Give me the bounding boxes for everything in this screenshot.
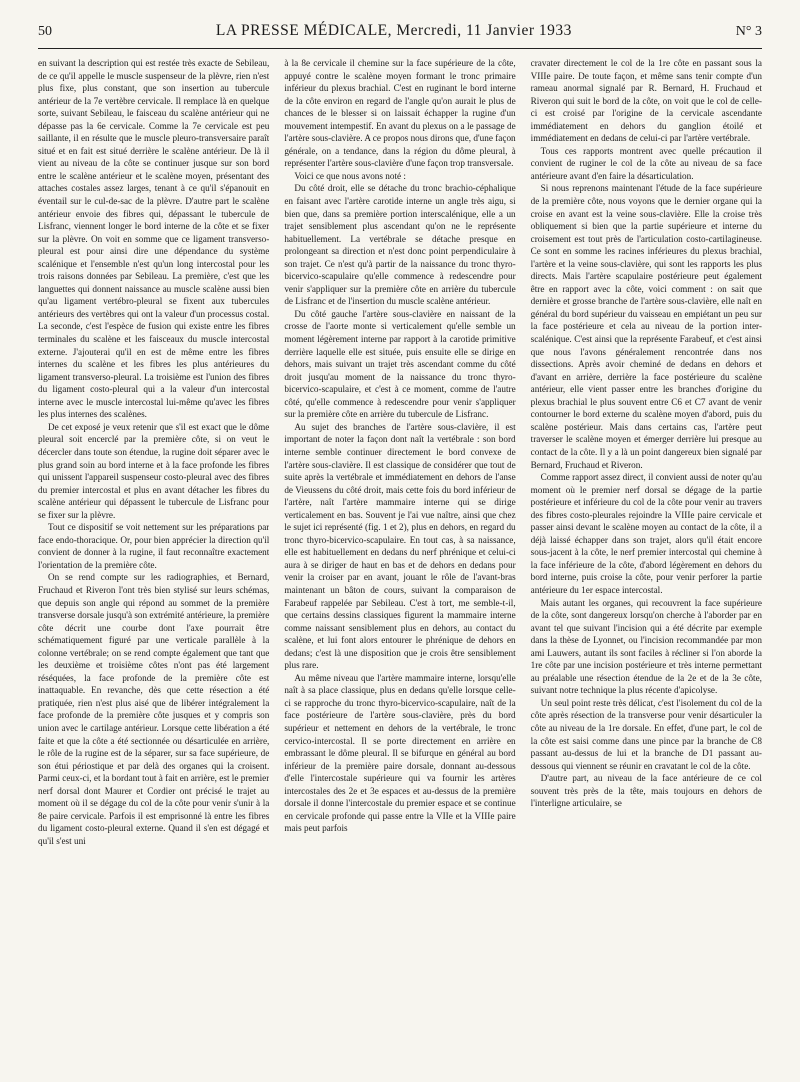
- paragraph: en suivant la description qui est restée très exacte de Sebileau, de ce qu'il appelle le muscle suspenseur de la plèvre, rien n'est plus fixe, plus constant, que son insertion au tubercule antérieur de la 7e vertèbre cervicale. Il remplace là en quelque sorte, suivant Sebileau, le faisceau du scalène antérieur qui ne dépasse pas la 6e cervicale. Comme la 7e cervicale est peu saillante, il en résulte que le muscle pleuro-transversaire paraît situé et en fait est situé derrière le scalène antérieur. De là il vient au niveau de la côte se continuer jusque sur son bord entre le scalène antérieur et le scalène moyen, présentant des attaches costales assez larges, tenant à ce qu'il s'épanouit en éventail sur le cul-de-sac de la plèvre. D'autre part le scalène antérieur envoie des fibres qui, dépassant le tubercule de Lisfranc, viennent longer le bord interne de la côte et se fixer sur la plèvre. On voit en somme que ce ligament transverso-pleural est pour ainsi dire une dépendance du système scalénique et l'ensemble n'est qu'un long intercostal pour les trois raisons données par Sebileau. La première, c'est que les languettes qui donnent naissance au muscle scalène aussi bien qu'au ligament vertébro-pleural se fixent aux tubercules antérieurs des vertèbres qui ont la valeur d'un processus costal. La seconde, c'est l'espèce de fusion qui existe entre les fibres terminales du scalène et les faisceaux du muscle intercostal externe. J'ajouterai qu'il en est de même entre les fibres internes du scalène et les fibres les plus antérieures du ligament transverso-pleural. La troisième est l'union des fibres du ligament costo-pleural qui a la valeur d'un intercostal interne avec le muscle intercostal lui-même qu'avec les fibres les plus internes des scalènes.: [38, 58, 270, 420]
- paragraph: à la 8e cervicale il chemine sur la face supérieure de la côte, appuyé contre le scalène moyen formant le tronc primaire inférieur du plexus brachial. C'est en ruginant le bord interne de la côte environ en regard de l'angle qu'on aurait le plus de chances de le blesser si on laissait échapper la rugine d'un mouvement intempestif. En avant du plexus on a le passage de l'artère sous-clavière. A ce propos nous dirons que, d'une façon générale, on a tendance, dans la région du dôme pleural, à représenter l'artère sous-clavière d'une façon trop transversale.: [284, 58, 516, 169]
- page-header: [38, 22, 762, 49]
- paragraph: Au sujet des branches de l'artère sous-clavière, il est important de noter la façon dont naît la vertébrale : son bord interne semble continuer directement le bord convexe de l'artère sous-clavière. Il est classique de considérer que tout de suite après la vertébrale et immédiatement en dehors de l'anse de Vieussens du côté droit, mais cette fois du bord inférieur de l'artère, naît l'artère mammaire interne qui se dirige verticalement en bas. Souvent je l'ai vue naître, ainsi que chez le sujet ici représenté (fig. 1 et 2), plus en dehors, en regard du tronc thyro-bicervico-scapulaire. En tout cas, à sa naissance, elle est habituellement en dedans du nerf phrénique et celui-ci aura à se diriger de haut en bas et de dehors en dedans pour venir la croiser par en avant, jouant le rôle de l'avant-bras maintenant un bâton de cours, suivant la comparaison de Farabeuf rappelée par Sebileau. C'est à tort, me semble-t-il, que certains dessins classiques figurent la mammaire interne comme naissant sensiblement plus en dehors, au contact du scalène, et lui font alors entourer le phrénique de dehors en dedans; c'est là une disposition que je crois être sensiblement plus rare.: [284, 421, 516, 671]
- paragraph: De cet exposé je veux retenir que s'il est exact que le dôme pleural soit encerclé par la première côte, si on veut le décercler dans toute son étendue, la rugine doit séparer avec le plus grand soin au bord interne et à la face profonde les fibres qui unissent l'appareil suspenseur costo-pleural avec des fibres du premier intercostal et plus en avant détacher les fibres du scalène antérieur qui dépassent le tubercule de Lisfranc pour se fixer sur la plèvre.: [38, 421, 270, 520]
- paragraph: Comme rapport assez direct, il convient aussi de noter qu'au moment où le premier nerf dorsal se dégage de la partie postérieure et inférieure du col de la côte pour venir au travers des fibres costo-pleurales rejoindre la VIIIe paire cervicale et passer ainsi devant le scalène moyen au contact de la côte, il a déjà laissé échapper dans son trajet, alors qu'il était encore sous-jacent à la côte, le nerf premier intercostal qui chemine à la face inférieure de la côte, d'abord légèrement en dehors du bord interne, puis croise la côte, pour venir perforer la partie antérieure du 1er espace intercostal.: [530, 472, 762, 595]
- paragraph: Du côté gauche l'artère sous-clavière en naissant de la crosse de l'aorte monte si verticalement qu'elle semble un moment légèrement interne par rapport à la carotide primitive derrière laquelle elle est située, puis ensuite elle se dirige en dehors, mais suivant un trajet très ascendant comme du côté droit jusqu'au moment de la naissance du tronc thyro-bicervico-scapulaire, et c'est à ce moment, comme de l'autre côté, qu'elle commence à redescendre pour venir s'appliquer sur la première côte en arrière du tubercule de Lisfranc.: [284, 308, 516, 420]
- running-title: [216, 22, 572, 40]
- journal-title: LA PRESSE MÉDICALE,: [215, 22, 393, 39]
- text-column-2: [284, 57, 515, 1067]
- paragraph: D'autre part, au niveau de la face antérieure de ce col souvent très près de la tête, mais toujours en dehors de l'interligne articulaire, se: [530, 773, 762, 809]
- paragraph: cravater directement le col de la 1re côte en passant sous la VIIIe paire. De toute façon, et même sans tenir compte d'un rameau anormal signalé par R. Bernard, H. Fruchaud et Riveron qui suit le bord de la côte, on voit que le col de celle-ci est croisé par l'origine de la cervicale ascendante immédiatement en dehors du ganglion étoilé et immédiatement en dedans de celui-ci par l'artère vertébrale.: [530, 58, 762, 144]
- text-column-3: [531, 57, 762, 1067]
- issue-number: N° 3: [735, 24, 762, 39]
- text-column-1: [38, 57, 269, 1067]
- paragraph: Au même niveau que l'artère mammaire interne, lorsqu'elle naît à sa place classique, plus en dedans qu'elle lorsque celle-ci se rapproche du tronc thyro-bicervico-scapulaire, naît de la face postérieure de l'artère sous-clavière, près du bord supérieur et nettement en dehors de la vertébrale, le tronc cervico-intercostal. Il se porte directement en arrière en embrassant le dôme pleural. Il se bifurque en général au bord inférieur de la première paire dorsale, donnant au-dessous d'elle l'intercostale supérieure qui va fournir les artères intercostales des 2e et 3e espaces et au-dessus de la première dorsale il donne l'intercostale du premier espace et se continue en cervicale profonde qui passe entre la VIIe et la VIIIe paire mais peut parfois: [284, 672, 516, 834]
- article-body: [38, 57, 762, 1067]
- paragraph: Mais autant les organes, qui recouvrent la face supérieure de la côte, sont dangereux lorsqu'on cherche à l'aborder par en avant tel que suivant l'incision qui a été décrite par exemple dans la thèse de Lyonnet, ou l'incision recommandée par mon ami Lauwers, autant ils sont faciles à récliner si l'on aborde la 1re côte par une incision postérieure et très interne permettant au préalable une résection étendue de la 2e et de la 3e côte, suivant notre technique la plus récente d'apicolyse.: [530, 597, 762, 696]
- paragraph: On se rend compte sur les radiographies, et Bernard, Fruchaud et Riveron l'ont très bien stylisé sur leurs schémas, que depuis son angle qui répond au sommet de la première transverse dorsale jusqu'à son extrémité antérieure, la première côte décrit une courbe dont l'axe pourrait être schématiquement figuré par une verticale parallèle à la colonne vertébrale; on se rend compte également que tant que les deuxième et troisième côtes n'ont pas été largement réséquées, la face profonde de la première côte est inattaquable. En revanche, dès que cette résection a été pratiquée, rien n'est plus aisé que de libérer intégralement la face profonde de la première côte jusques et y compris son union avec le cartilage antérieur. Lorsque cette libération a été faite et que la côte a été sectionnée ou désarticulée en arrière, le rôle de la rugine est de la séparer, sur sa face supérieure, de son étui périostique et par delà des organes qui la croisent. Parmi ceux-ci, et la bordant tout à fait en arrière, est le premier nerf dorsal dont Maurer et Cordier ont précisé le trajet au moment où il se dégage du col de la côte pour venir s'unir à la 8e paire cervicale. Parfois il est emprisonné là entre les fibres du ligament costo-pleural externe. Quand il s'en est dégagé et qu'il s'est uni: [38, 572, 270, 846]
- paragraph: Si nous reprenons maintenant l'étude de la face supérieure de la première côte, nous voyons que le dernier organe qui la croise en avant est la veine sous-clavière. Elle la croise très obliquement si bien que la partie supérieure et interne du croisement est tout près de l'articulation costo-cartilagineuse. Ce sont en somme les racines inférieures du plexus brachial, l'artère et la veine sous-clavière, qui sont les rapports les plus directs. Mais l'artère scapulaire postérieure peut également être en rapport avec la côte, voici comment : on sait que dernière et grosse branche de l'artère sous-clavière, elle naît en général du bord supérieur du vaisseau en empiétant un peu sur la face postérieure et cela au niveau de la portion inter-scalénique. C'est ainsi que la représente Farabeuf, et c'est ainsi que nous l'avons généralement rencontrée dans nos dissections. Après avoir cheminé de dedans en dehors et d'avant en arrière, derrière la face postérieure du scalène antérieur, elle vient passer entre les branches d'origine du plexus brachial le plus souvent entre C6 et C7 avant de venir contourner le bord externe du scalène moyen d'abord, puis du scalène postérieur. Mais dans certains cas, l'artère peut traverser le scalène moyen et émerger derrière lui presque au contact de la côte. Il y a là un point dangereux bien signalé par Bernard, Fruchaud et Riveron.: [530, 183, 762, 470]
- paragraph: Tous ces rapports montrent avec quelle précaution il convient de ruginer le col de la côte au niveau de sa face antérieure avant d'en faire la désarticulation.: [530, 145, 762, 181]
- paragraph: Du côté droit, elle se détache du tronc brachio-céphalique en faisant avec l'artère carotide interne un angle très aigu, si bien que, dans sa première portion interscalénique, elle a un trajet sensiblement plus ascendant qu'on ne le représente habituellement. La vertébrale se détache presque en prolongeant sa direction et n'est donc point perpendiculaire à son trajet. Ce n'est qu'à partir de la naissance du tronc thyro-bicervico-scapulaire qu'elle commence à redescendre pour venir s'appliquer sur la première côte en arrière du tubercule de Lisfranc et de l'insertion du muscle scalène antérieur.: [284, 183, 516, 307]
- paragraph: Un seul point reste très délicat, c'est l'isolement du col de la côte après résection de la transverse pour venir désarticuler la côte au niveau de la 1re dorsale. En effet, d'une part, le col de la côte est saisi comme dans une pince par la branche de C8 passant au-dessus de lui et la branche de D1 passant au-dessous qui viennent se réunir en cravatant le col de la côte.: [530, 697, 762, 771]
- paragraph: Tout ce dispositif se voit nettement sur les préparations par face endo-thoracique. Or, pour bien apprécier la direction qu'il convient de donner à la rugine, il faut reconnaître exactement l'orientation de la première côte.: [38, 522, 270, 570]
- page-number: 50: [38, 24, 52, 39]
- paragraph: Voici ce que nous avons noté :: [294, 170, 406, 181]
- issue-date: Mercredi, 11 Janvier 1933: [396, 22, 572, 39]
